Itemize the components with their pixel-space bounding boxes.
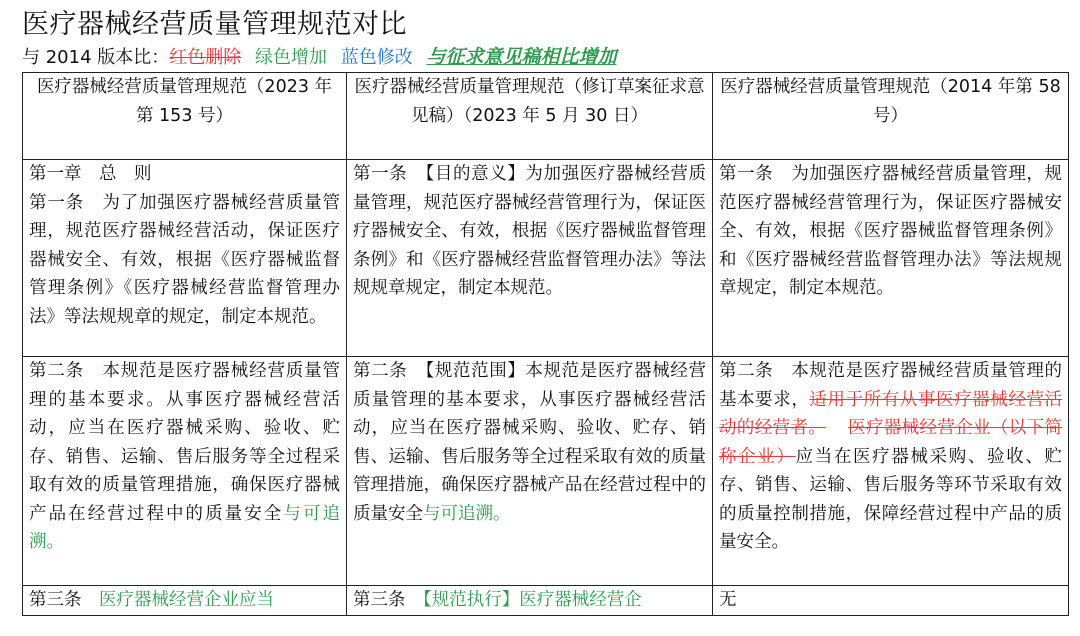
legend-prefix: 与 2014 版本比： bbox=[22, 47, 170, 68]
article3-2023-prefix: 第三条 bbox=[29, 590, 99, 610]
cell-2023-article3 bbox=[23, 586, 347, 616]
article2-draft-added: 与可追溯。 bbox=[423, 503, 511, 524]
page-title: 医疗器械经营质量管理规范对比 bbox=[22, 9, 407, 40]
legend-blue-modify: 蓝色修改 bbox=[340, 47, 413, 68]
cell-2014-article3 bbox=[713, 586, 1069, 616]
article3-2023-added: 医疗器械经营企业应当 bbox=[99, 590, 274, 610]
table-header-row bbox=[23, 73, 1069, 160]
cell-2023-article1 bbox=[23, 160, 347, 357]
article3-draft-prefix: 第三条 bbox=[353, 590, 423, 610]
article2-2014-b: 应当在医疗器械采购、验收、贮存、销售、运输、售后服务等环节采取有效的质量控制措施，保障经营过程中产品的质量安全。 bbox=[719, 446, 1063, 552]
article2-2014-deleted-1: 适用于所有从事医疗器械经营活动的经营者。 bbox=[719, 389, 1063, 438]
comparison-table bbox=[22, 72, 1069, 616]
article1-draft: 第一条 【目的意义】为加强医疗器械经营质量管理，规范医疗器械经营管理行为，保证医疗器械安全、有效，根据《医疗器械监督管理条例》和《医疗器械经营监督管理办法》等法规规章规定，制定本规范。 bbox=[353, 164, 706, 298]
cell-draft-article3 bbox=[347, 586, 713, 616]
legend-green-add: 绿色增加 bbox=[255, 47, 327, 68]
article3-draft-added: 【规范执行】医疗器械经营企 bbox=[423, 590, 642, 610]
article1-2014: 第一条 为加强医疗器械经营质量管理，规范医疗器械经营管理行为，保证医疗器械安全、有效，根据《医疗器械监督管理条例》和《医疗器械经营监督管理办法》等法规规章规定，制定本规范。 bbox=[719, 164, 1062, 298]
article2-2023: 第二条 本规范是医疗器械经营质量管理的基本要求。从事医疗器械经营活动，应当在医疗器械采购、验收、贮存、销售、运输、售后服务等全过程采取有效的质量管理措施，确保医疗器械产品在经营过程中的质量安全 bbox=[29, 361, 340, 524]
article2-2014-deleted-2: 医疗器械经营企业（以下简称企业） bbox=[719, 418, 1063, 467]
table-row bbox=[23, 160, 1069, 357]
cell-draft-article1 bbox=[347, 160, 713, 357]
cell-draft-article2 bbox=[347, 357, 713, 586]
article2-draft: 第二条 【规范范围】本规范是医疗器械经营质量管理的基本要求，从事医疗器械经营活动，应当在医疗器械采购、验收、贮存、销售、运输、售后服务等全过程采取有效的质量管理措施，确保医疗器械产品在经营过程中的质量安全 bbox=[353, 361, 706, 524]
cell-2014-article1 bbox=[713, 160, 1069, 357]
header-draft: 医疗器械经营质量管理规范（修订草案征求意见稿）（2023 年 5 月 30 日） bbox=[347, 73, 713, 160]
table-row bbox=[23, 586, 1069, 616]
header-2014: 医疗器械经营质量管理规范（2014 年第 58 号） bbox=[713, 73, 1069, 160]
legend-red-delete: 红色删除 bbox=[169, 47, 242, 68]
article3-2014: 无 bbox=[719, 590, 737, 610]
article2-2014-a: 第二条 本规范是医疗器械经营质量管理的基本要求， bbox=[719, 361, 1062, 410]
cell-2023-article2 bbox=[23, 357, 347, 586]
cell-2014-article2 bbox=[713, 357, 1069, 586]
table-row bbox=[23, 357, 1069, 586]
article2-2023-added: 与可追溯。 bbox=[29, 503, 341, 552]
chapter-heading: 第一章 总 则 bbox=[29, 164, 152, 184]
legend-draft-add: 与征求意见稿相比增加 bbox=[426, 46, 617, 68]
header-2023: 医疗器械经营质量管理规范（2023 年第 153 号） bbox=[23, 73, 347, 160]
legend bbox=[22, 42, 624, 69]
article1-2023: 第一条 为了加强医疗器械经营质量管理，规范医疗器械经营活动，保证医疗器械安全、有效，根据《医疗器械监督管理条例》《医疗器械经营监督管理办法》等法规规章的规定，制定本规范。 bbox=[29, 192, 340, 327]
